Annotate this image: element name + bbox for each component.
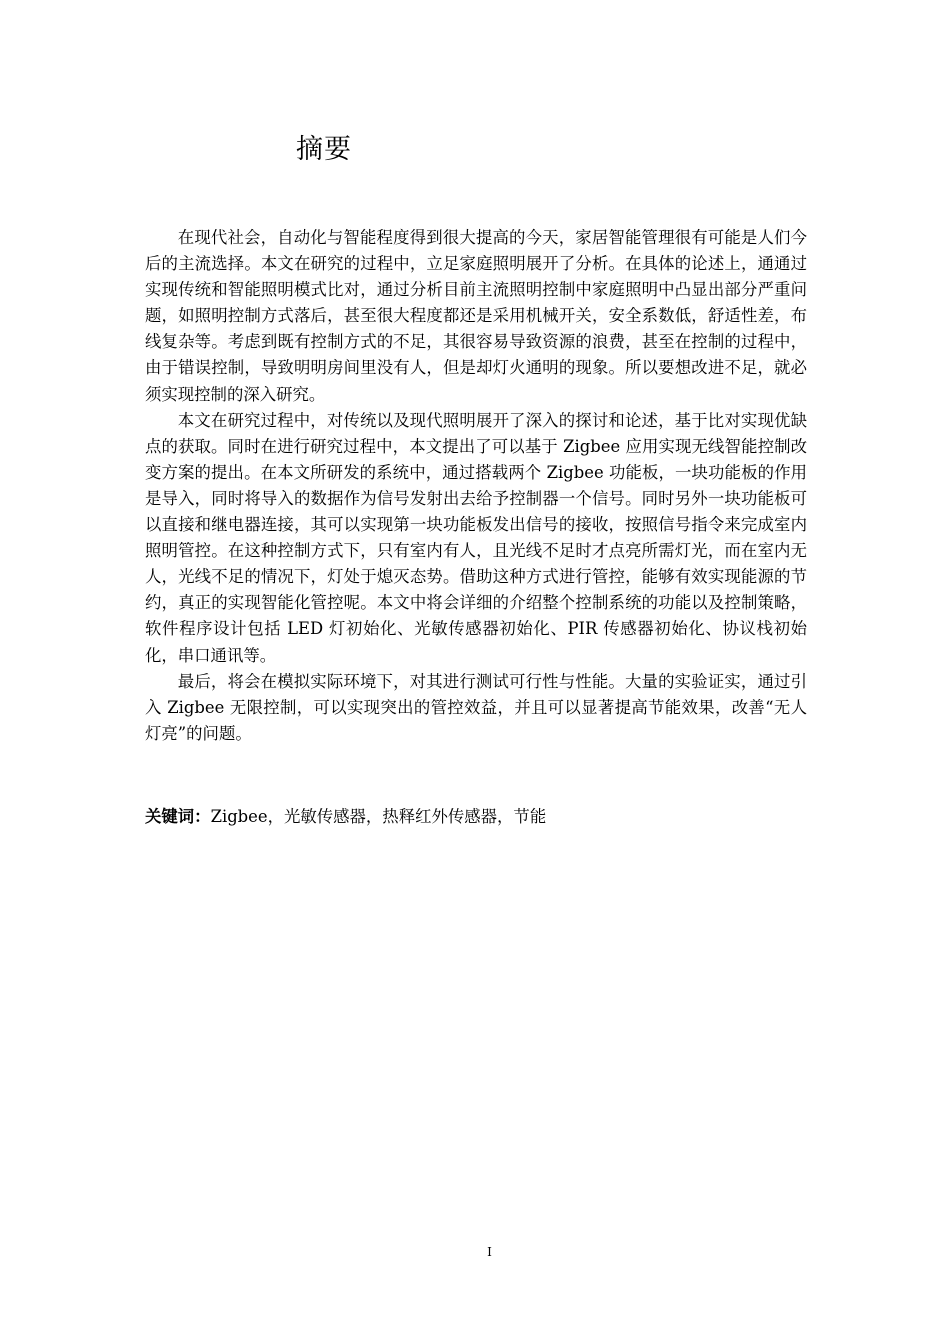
page-number: I: [487, 1245, 492, 1259]
keywords-text: Zigbee，光敏传感器，热释红外传感器，节能: [210, 807, 547, 826]
abstract-paragraph-3: 最后，将会在模拟实际环境下，对其进行测试可行性与性能。大量的实验证实，通过引入 Zigbee 无限控制，可以实现突出的管控效益，并且可以显著提高节能效果，改善“无人灯亮”的问题。: [145, 671, 807, 743]
page-title: 摘要: [296, 134, 352, 165]
keywords-label: 关键词：: [145, 807, 211, 826]
abstract-paragraph-2: 本文在研究过程中，对传统以及现代照明展开了深入的探讨和论述，基于比对实现优缺点的获取。同时在进行研究过程中，本文提出了可以基于 Zigbee 应用实现无线智能控制改变方案的提出。在本文所研发的系统中，通过搭载两个 Zigbee 功能板，一块功能板的作用是导入，同时将导入的数据作为信号发射出去给予控制器一个信号。同时另外一块功能板可以直接和继电器连接，其可以实现第一块功能板发出信号的接收，按照信号指令来完成室内照明管控。在这种控制方式下，只有室内有人，且光线不足时才点亮所需灯光，而在室内无人，光线不足的情况下，灯处于熄灭态势。借助这种方式进行管控，能够有效实现能源的节约，真正的实现智能化管控呢。本文中将会详细的介绍整个控制系统的功能以及控制策略，软件程序设计包括 LED 灯初始化、光敏传感器初始化、PIR 传感器初始化、协议栈初始化，串口通讯等。: [145, 410, 807, 665]
abstract-paragraph-1: 在现代社会，自动化与智能程度得到很大提高的今天，家居智能管理很有可能是人们今后的主流选择。本文在研究的过程中，立足家庭照明展开了分析。在具体的论述上，通通过实现传统和智能照明模式比对，通过分析目前主流照明控制中家庭照明中凸显出部分严重问题，如照明控制方式落后，甚至很大程度都还是采用机械开关，安全系数低，舒适性差，布线复杂等。考虑到既有控制方式的不足，其很容易导致资源的浪费，甚至在控制的过程中，由于错误控制，导致明明房间里没有人，但是却灯火通明的现象。所以要想改进不足，就必须实现控制的深入研究。: [145, 228, 807, 404]
abstract-body: [145, 225, 807, 747]
keywords-line: [145, 804, 546, 830]
